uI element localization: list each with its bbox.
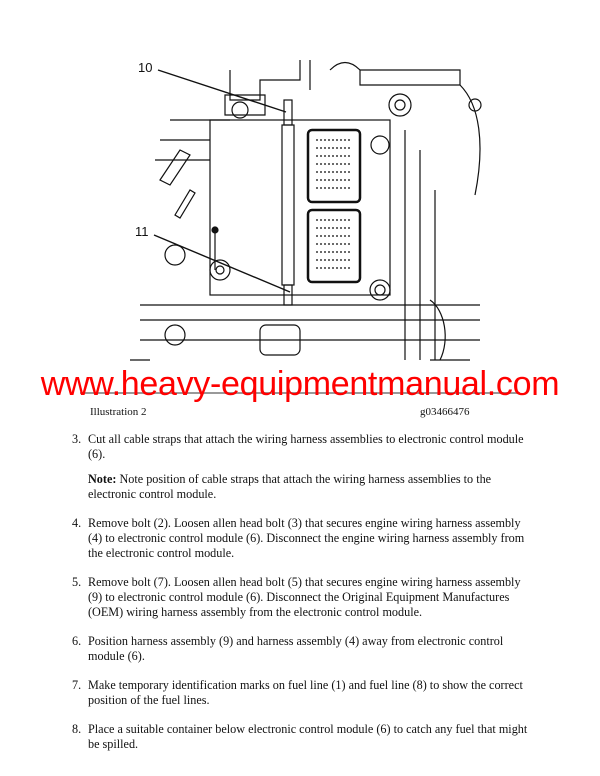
procedure-steps xyxy=(72,432,532,766)
illustration-caption: Illustration 2 xyxy=(90,406,147,418)
step-6 xyxy=(72,634,532,664)
step-4 xyxy=(72,516,532,561)
step-text: Remove bolt (7). Loosen allen head bolt (5) that secures engine wiring harness assembly (9) to electronic control module (6). Disconnect the Original Equipment Manufactures (OEM) wiring harness assembly from the electronic control module. xyxy=(88,575,521,619)
step-number: 4. xyxy=(72,516,82,530)
illustration-id: g03466476 xyxy=(420,406,470,418)
step-text: Cut all cable straps that attach the wiring harness assemblies to electronic control module (6). xyxy=(88,432,524,461)
note-text: Note position of cable straps that attach the wiring harness assemblies to the electronic control module. xyxy=(88,472,492,501)
step-8 xyxy=(72,722,532,752)
step-number: 5. xyxy=(72,575,82,589)
step-text: Remove bolt (2). Loosen allen head bolt (3) that secures engine wiring harness assembly (4) to electronic control module (6). Disconnect the engine wiring harness assembly from the electronic control module. xyxy=(88,516,525,560)
step-7 xyxy=(72,678,532,708)
note-label: Note: xyxy=(88,472,117,486)
step-number: 8. xyxy=(72,722,82,736)
watermark-link[interactable]: www.heavy-equipmentmanual.com xyxy=(40,365,560,403)
step-text: Position harness assembly (9) and harness assembly (4) away from electronic control module (6). xyxy=(88,634,504,663)
step-text: Place a suitable container below electronic control module (6) to catch any fuel that might be spilled. xyxy=(88,722,528,751)
step-number: 7. xyxy=(72,678,82,692)
engine-ecm-illustration xyxy=(130,40,490,370)
step-text: Make temporary identification marks on fuel line (1) and fuel line (8) to show the correct position of the fuel lines. xyxy=(88,678,523,707)
step-3 xyxy=(72,432,532,462)
callout-10: 10 xyxy=(138,60,153,75)
callout-11: 11 xyxy=(135,224,149,239)
step-number: 3. xyxy=(72,432,82,446)
step-5 xyxy=(72,575,532,620)
note xyxy=(88,472,532,502)
step-number: 6. xyxy=(72,634,82,648)
